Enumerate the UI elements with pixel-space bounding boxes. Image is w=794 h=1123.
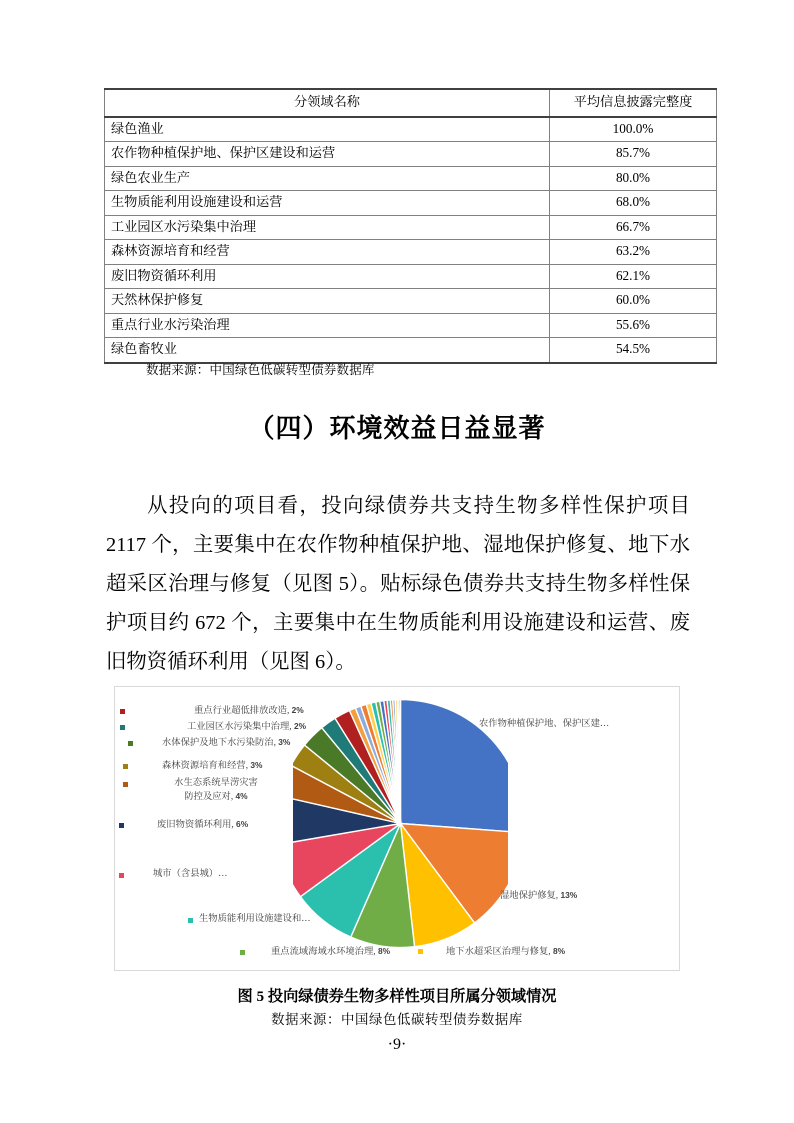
slice-label-crop-planting-protection [479, 718, 609, 731]
slice-label-pct: 6% [236, 819, 249, 829]
cell-field-name: 森林资源培育和经营 [105, 240, 550, 265]
section-heading: （四）环境效益日益显著 [248, 414, 546, 443]
cell-completeness-value: 62.1% [550, 264, 717, 289]
column-header-field-name: 分领域名称 [105, 89, 550, 117]
slice-label-text: 水生态系统旱涝灾害 [174, 778, 258, 788]
cell-field-name: 工业园区水污染集中治理 [105, 215, 550, 240]
cell-completeness-value: 63.2% [550, 240, 717, 265]
cell-field-name: 生物质能利用设施建设和运营 [105, 191, 550, 216]
table-header [105, 89, 717, 117]
table-row [105, 117, 717, 142]
slice-marker-water-ecosystem-drought-flood [123, 782, 128, 787]
table-row [105, 142, 717, 167]
slice-label-forest-resources: 森林资源培育和经营, 3% [162, 760, 263, 771]
slice-label-pct: 8% [552, 946, 566, 956]
slice-label-pct: 13% [560, 890, 578, 900]
slice-label-industrial-park-water-pollution: 工业园区水污染集中治理, 2% [187, 721, 307, 732]
table-row [105, 338, 717, 363]
disclosure-completeness-table [104, 88, 717, 364]
slice-label-text: 重点流域海域水环境治理 [271, 947, 374, 957]
slice-marker-key-industry-ultra-low-emission [120, 709, 125, 714]
cell-field-name: 天然林保护修复 [105, 289, 550, 314]
slice-label-pct: 8% [377, 946, 391, 956]
slice-label-text: 农作物种植保护地、保护区建… [479, 719, 610, 729]
slice-label-city-including-county [153, 868, 227, 881]
cell-completeness-value: 85.7% [550, 142, 717, 167]
slice-marker-crop-planting-protection [465, 723, 470, 728]
table-body [105, 117, 717, 363]
body-paragraph: 从投向的项目看，投向绿债券共支持生物多样性保护项目 2117 个，主要集中在农作物种植保护地、湿地保护修复、地下水超采区治理与修复（见图 5）。贴标绿色债券共支持生物多样性保护项目约 672 个，主要集中在生物质能利用设施建设和运营、废旧物资循环利用（见图 6）。 [106, 495, 690, 673]
pie-chart-svg [293, 698, 508, 949]
cell-field-name: 农作物种植保护地、保护区建设和运营 [105, 142, 550, 167]
slice-label-waste-recycling: 废旧物资循环利用, 6% [157, 819, 249, 830]
slice-label-pct: 4% [235, 790, 248, 801]
table-header-row [105, 89, 717, 117]
cell-field-name: 绿色渔业 [105, 117, 550, 142]
table-row [105, 166, 717, 191]
slice-label-text: 重点行业超低排放改造 [194, 706, 287, 716]
slice-label-pct: 3% [250, 760, 263, 770]
cell-completeness-value: 55.6% [550, 313, 717, 338]
slice-label-text-line2: 防控及应对 [184, 791, 231, 802]
slice-label-groundwater-overdraft: 地下水超采区治理与修复, 8% [446, 946, 566, 957]
cell-field-name: 绿色畜牧业 [105, 338, 550, 363]
cell-completeness-value: 100.0% [550, 117, 717, 142]
pie-chart-graphic [293, 698, 508, 949]
slice-label-text: 废旧物资循环利用 [157, 820, 232, 830]
table-row [105, 240, 717, 265]
slice-marker-industrial-park-water-pollution [120, 725, 125, 730]
slice-label-text: 城市（含县城）… [153, 869, 228, 879]
slice-label-wetland-protection: 湿地保护修复, 13% [500, 890, 578, 901]
pie-chart-container [114, 686, 680, 971]
slice-marker-wetland-protection [486, 894, 491, 899]
slice-label-text: 湿地保护修复 [500, 891, 556, 901]
slice-label-text: 森林资源培育和经营 [162, 761, 246, 771]
slice-marker-groundwater-overdraft [418, 949, 423, 954]
slice-label-key-basin-sea-water-env: 重点流域海域水环境治理, 8% [271, 946, 391, 957]
slice-marker-city-including-county [119, 873, 124, 878]
slice-marker-key-basin-sea-water-env [240, 950, 245, 955]
slice-marker-water-body-protection [128, 741, 133, 746]
cell-field-name: 重点行业水污染治理 [105, 313, 550, 338]
cell-completeness-value: 80.0% [550, 166, 717, 191]
figure-caption: 图 5 投向绿债券生物多样性项目所属分领域情况 [237, 988, 557, 1005]
slice-label-key-industry-ultra-low-emission: 重点行业超低排放改造, 2% [194, 705, 304, 716]
slice-label-water-ecosystem-drought-flood: 水生态系统旱涝灾害 防控及应对, 4% [174, 778, 258, 802]
slice-label-pct: 3% [278, 737, 291, 747]
slice-label-text: 生物质能利用设施建设和… [199, 914, 311, 924]
disclosure-table-wrapper [104, 88, 693, 364]
cell-field-name: 废旧物资循环利用 [105, 264, 550, 289]
table-row [105, 264, 717, 289]
slice-label-text: 工业园区水污染集中治理 [187, 722, 290, 732]
slice-label-biomass-energy-facilities [199, 913, 311, 926]
slice-label-text: 地下水超采区治理与修复 [446, 947, 549, 957]
slice-label-pct: 2% [291, 705, 304, 715]
slice-marker-biomass-energy-facilities [188, 918, 193, 923]
slice-marker-waste-recycling [119, 823, 124, 828]
table-row [105, 215, 717, 240]
table-source-note: 数据来源：中国绿色低碳转型债券数据库 [146, 363, 375, 377]
cell-completeness-value: 54.5% [550, 338, 717, 363]
slice-label-pct: 2% [293, 721, 307, 731]
page-number: ·9· [387, 1036, 407, 1053]
cell-field-name: 绿色农业生产 [105, 166, 550, 191]
cell-completeness-value: 66.7% [550, 215, 717, 240]
column-header-completeness: 平均信息披露完整度 [550, 89, 717, 117]
slice-label-water-body-protection: 水体保护及地下水污染防治, 3% [162, 737, 291, 748]
figure-source-note: 数据来源：中国绿色低碳转型债券数据库 [271, 1012, 523, 1027]
cell-completeness-value: 68.0% [550, 191, 717, 216]
table-row [105, 191, 717, 216]
slice-label-text: 水体保护及地下水污染防治 [162, 738, 274, 748]
slice-marker-forest-resources [123, 764, 128, 769]
cell-completeness-value: 60.0% [550, 289, 717, 314]
table-row [105, 289, 717, 314]
table-row [105, 313, 717, 338]
